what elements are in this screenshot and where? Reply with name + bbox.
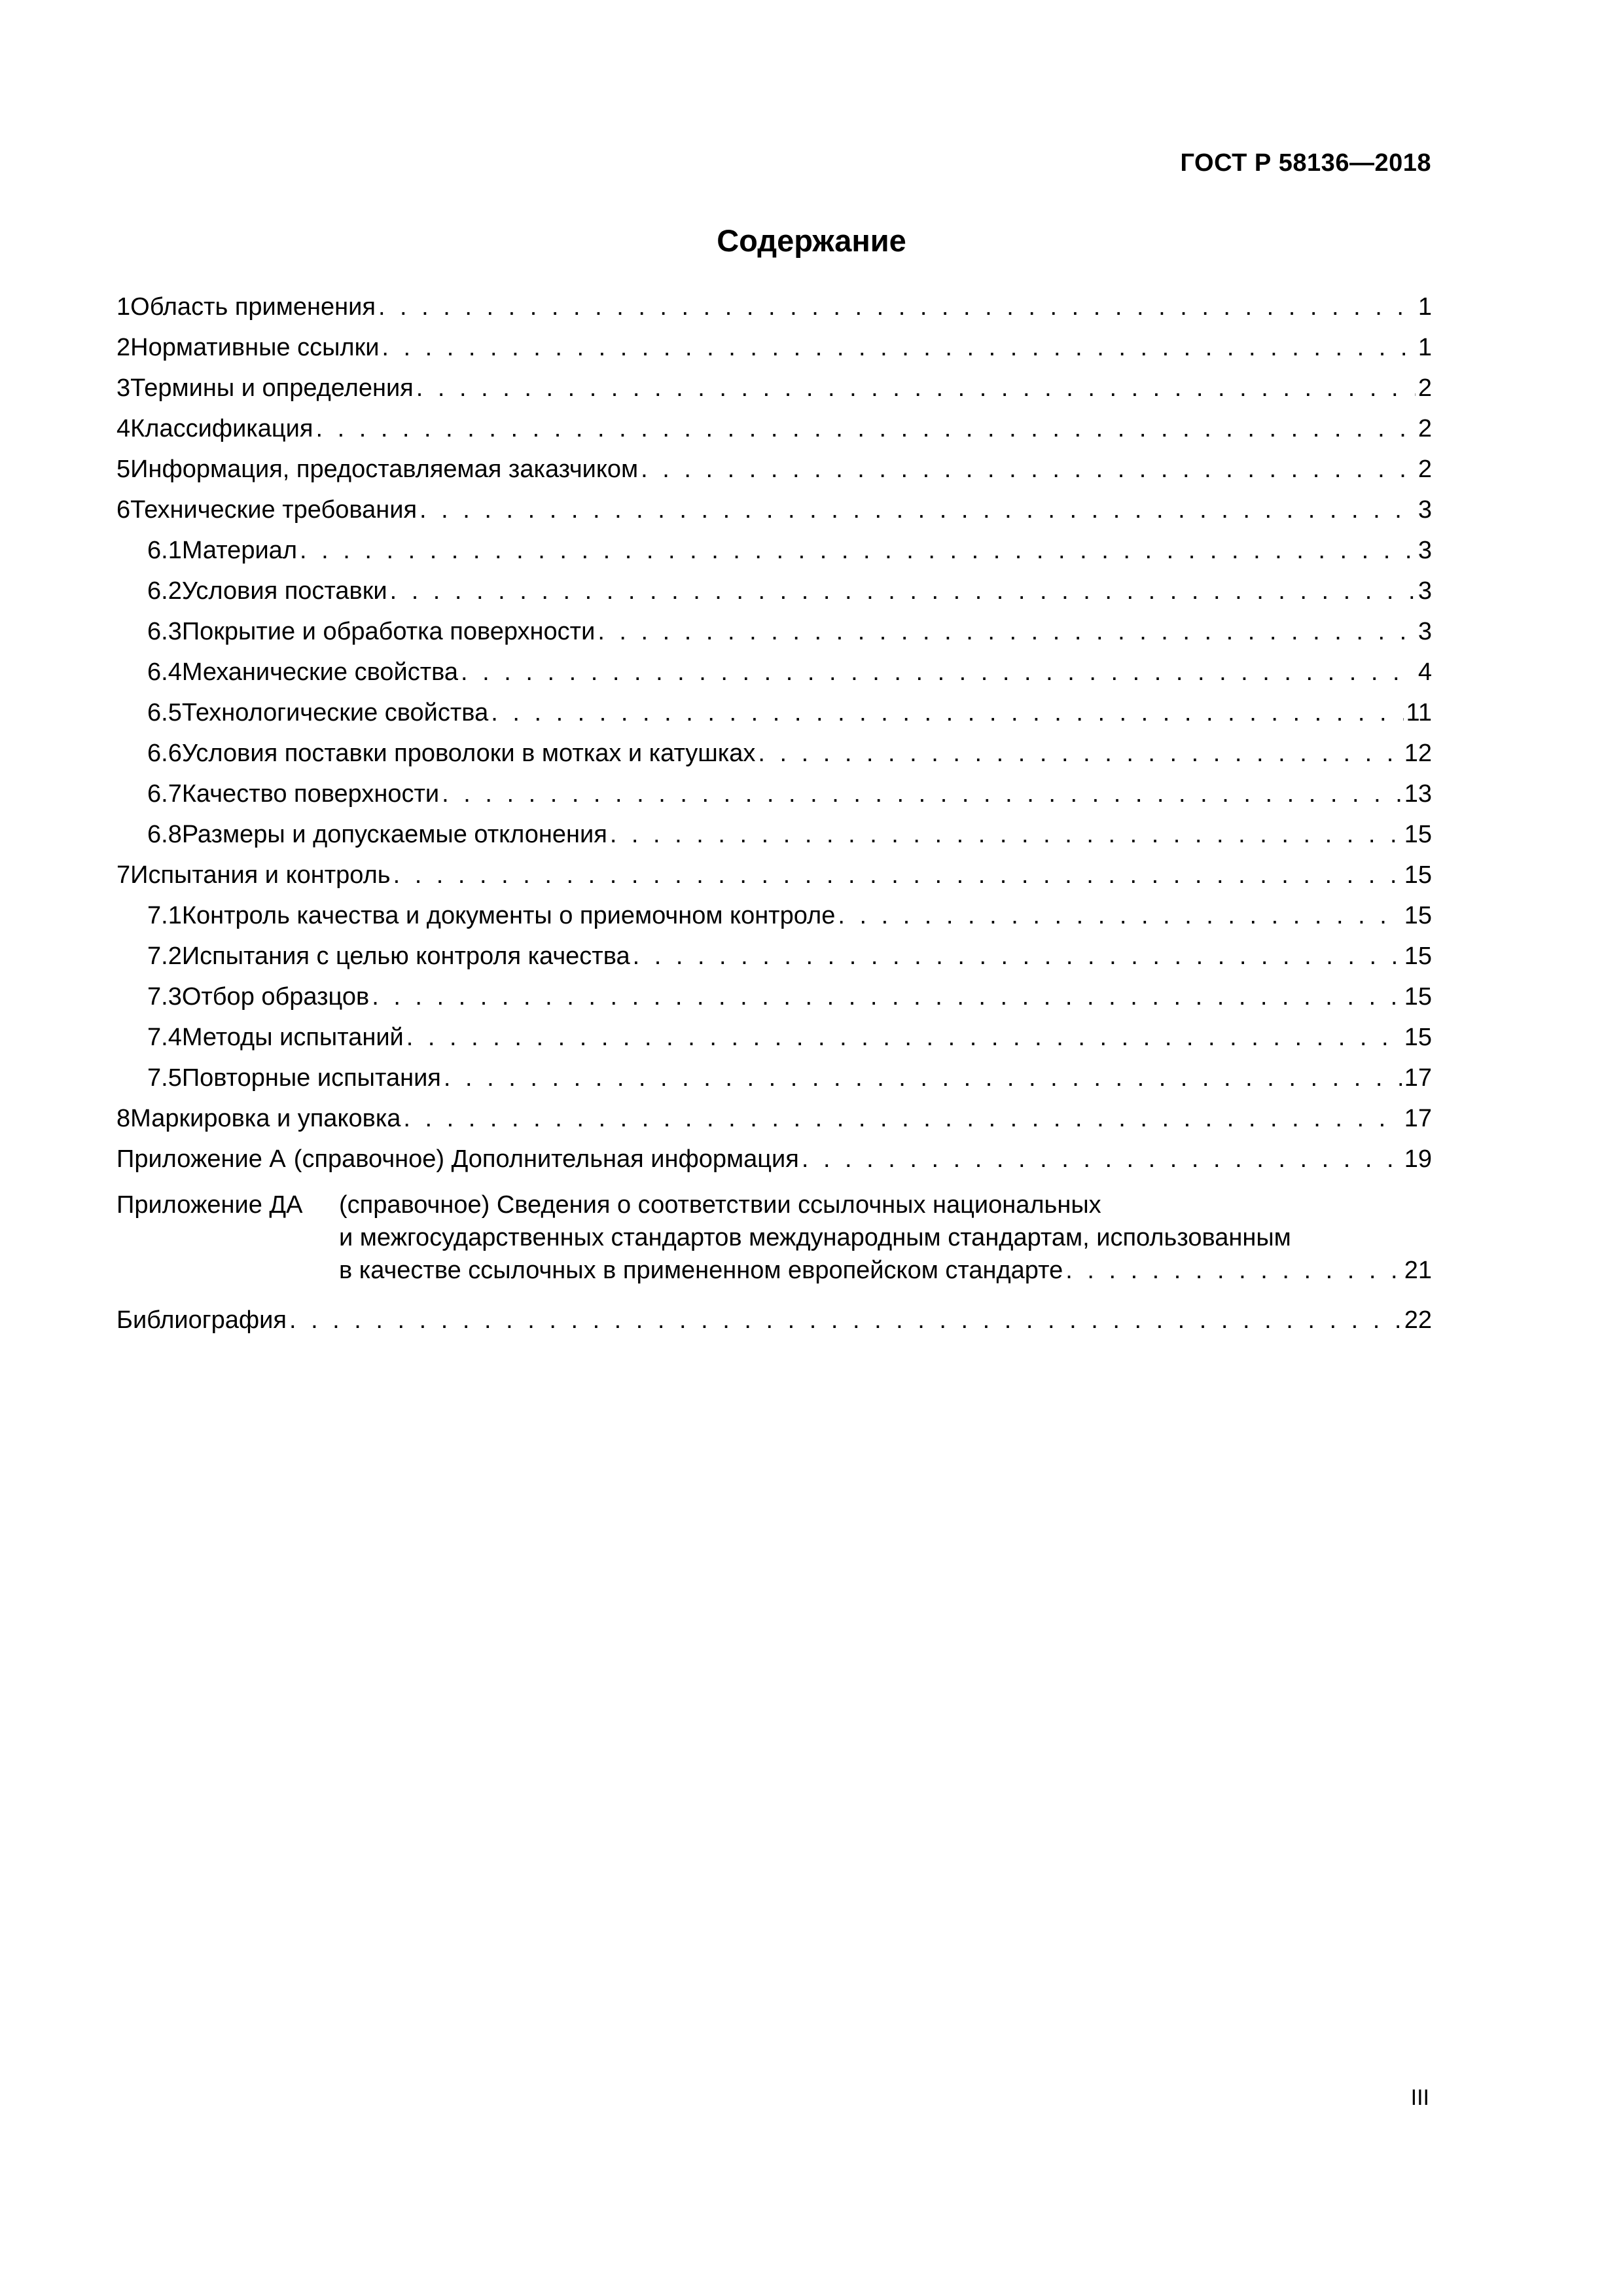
appendix-page: 21 [1404, 1257, 1432, 1284]
leader-dots [758, 740, 1401, 768]
toc-subitem[interactable] [116, 537, 1432, 577]
toc-title: Содержание [717, 223, 906, 258]
toc-item[interactable] [116, 374, 1432, 415]
toc-item-number: 4 [116, 415, 131, 442]
toc-item-number: 2 [116, 334, 131, 361]
leader-dots [393, 861, 1402, 889]
leader-dots [461, 658, 1416, 687]
toc-subitem[interactable] [116, 740, 1432, 780]
toc-item-page: 3 [1418, 496, 1432, 524]
toc-subitem[interactable] [116, 942, 1432, 983]
toc-item-number: 6.8 [147, 821, 182, 848]
toc-item-page: 12 [1404, 740, 1432, 767]
toc-item-title: Размеры и допускаемые отклонения [181, 821, 607, 848]
toc-item-number: 7.1 [147, 902, 182, 929]
toc-item-number: 7.3 [147, 983, 182, 1011]
leader-dots [406, 1024, 1402, 1052]
leader-dots [390, 577, 1416, 605]
appendix-label: Приложение А [116, 1145, 286, 1173]
toc-item-title: Нормативные ссылки [130, 334, 380, 361]
document-code: ГОСТ Р 58136—2018 [1180, 149, 1431, 177]
toc-item-number: 6 [116, 496, 131, 524]
toc-item-number: 5 [116, 456, 131, 483]
leader-dots [610, 821, 1402, 849]
toc-item-title: Контроль качества и документы о приемочном контроле [181, 902, 836, 929]
leader-dots [289, 1306, 1402, 1335]
toc-item[interactable] [116, 496, 1432, 537]
toc-item-title: Технические требования [130, 496, 418, 524]
toc-item-title: Повторные испытания [181, 1064, 441, 1092]
toc-item[interactable] [116, 456, 1432, 496]
leader-dots [633, 942, 1402, 971]
toc-item-number: 3 [116, 374, 131, 402]
bibliography-page: 22 [1404, 1306, 1432, 1334]
toc-item-page: 4 [1418, 658, 1432, 686]
toc-item-page: 15 [1404, 861, 1432, 889]
toc-item-page: 3 [1418, 577, 1432, 605]
leader-dots [378, 293, 1416, 321]
toc-subitem[interactable] [116, 658, 1432, 699]
table-of-contents [116, 293, 1432, 1347]
toc-subitem[interactable] [116, 821, 1432, 861]
toc-subitem[interactable] [116, 780, 1432, 821]
toc-item[interactable] [116, 1105, 1432, 1145]
toc-item-title: Методы испытаний [181, 1024, 404, 1051]
leader-dots [442, 780, 1402, 808]
toc-item-number: 6.5 [147, 699, 182, 726]
toc-item-page: 15 [1404, 1024, 1432, 1051]
leader-dots [1065, 1257, 1402, 1285]
toc-item-number: 6.2 [147, 577, 182, 605]
toc-subitem[interactable] [116, 1024, 1432, 1064]
leader-dots [315, 415, 1415, 443]
appendix-page: 19 [1404, 1145, 1432, 1173]
leader-dots [403, 1105, 1401, 1133]
appendix-title-line-3: в качестве ссылочных в примененном европейском стандарте [339, 1257, 1063, 1284]
toc-item-title: Область применения [130, 293, 376, 321]
toc-item-title: Технологические свойства [181, 699, 489, 726]
leader-dots [372, 983, 1402, 1011]
appendix-title-line-1: (справочное) Сведения о соответствии ссылочных национальных [339, 1191, 1101, 1219]
toc-item-title: Условия поставки проволоки в мотках и катушках [181, 740, 756, 767]
toc-item-number: 7.5 [147, 1064, 182, 1092]
page-number: III [1410, 2085, 1429, 2110]
toc-item-number: 6.3 [147, 618, 182, 645]
toc-subitem[interactable] [116, 577, 1432, 618]
toc-item-title: Качество поверхности [181, 780, 440, 808]
toc-item-title: Покрытие и обработка поверхности [181, 618, 596, 645]
toc-appendix-da[interactable] [116, 1186, 1432, 1304]
toc-item-number: 7 [116, 861, 131, 889]
toc-item-title: Материал [181, 537, 297, 564]
toc-item-title: Классификация [130, 415, 313, 442]
leader-dots [597, 618, 1416, 646]
leader-dots [382, 334, 1415, 362]
toc-item-page: 2 [1418, 415, 1432, 442]
toc-item-page: 2 [1418, 456, 1432, 483]
toc-item-page: 1 [1418, 334, 1432, 361]
toc-item-title: Условия поставки [181, 577, 387, 605]
toc-item[interactable] [116, 861, 1432, 902]
leader-dots [491, 699, 1403, 727]
leader-dots [416, 374, 1416, 403]
toc-item-page: 3 [1418, 537, 1432, 564]
toc-item-title: Информация, предоставляемая заказчиком [130, 456, 639, 483]
toc-item-title: Механические свойства [181, 658, 459, 686]
leader-dots [838, 902, 1401, 930]
toc-item[interactable] [116, 334, 1432, 374]
toc-subitem[interactable] [116, 699, 1432, 740]
leader-dots [641, 456, 1416, 484]
toc-item-page: 17 [1404, 1064, 1432, 1092]
toc-item-number: 7.4 [147, 1024, 182, 1051]
toc-item-title: Отбор образцов [181, 983, 370, 1011]
toc-item-page: 3 [1418, 618, 1432, 645]
toc-item-page: 15 [1404, 902, 1432, 929]
toc-item-page: 15 [1404, 942, 1432, 970]
toc-item-number: 6.6 [147, 740, 182, 767]
toc-item-number: 6.7 [147, 780, 182, 808]
toc-item-page: 11 [1406, 699, 1432, 726]
toc-item-number: 6.1 [147, 537, 182, 564]
toc-item-page: 17 [1404, 1105, 1432, 1132]
toc-item-title: Испытания с целью контроля качества [181, 942, 630, 970]
leader-dots [444, 1064, 1402, 1092]
leader-dots [419, 496, 1416, 524]
leader-dots [300, 537, 1416, 565]
toc-subitem[interactable] [116, 983, 1432, 1024]
toc-item-number: 7.2 [147, 942, 182, 970]
toc-bibliography[interactable] [116, 1306, 1432, 1347]
toc-item-number: 6.4 [147, 658, 182, 686]
toc-item-page: 2 [1418, 374, 1432, 402]
toc-item[interactable] [116, 415, 1432, 456]
toc-item-title: Маркировка и упаковка [130, 1105, 401, 1132]
toc-subitem[interactable] [116, 1064, 1432, 1105]
toc-subitem[interactable] [116, 902, 1432, 942]
toc-item-page: 15 [1404, 983, 1432, 1011]
appendix-title: (справочное) Дополнительная информация [293, 1145, 799, 1173]
toc-subitem[interactable] [116, 618, 1432, 658]
toc-item-title: Испытания и контроль [130, 861, 391, 889]
appendix-label: Приложение ДА [116, 1191, 303, 1219]
toc-item-number: 8 [116, 1105, 131, 1132]
bibliography-title: Библиография [116, 1306, 287, 1334]
toc-item-page: 13 [1404, 780, 1432, 808]
toc-appendix-a[interactable] [116, 1145, 1432, 1186]
leader-dots [802, 1145, 1402, 1174]
toc-item-page: 1 [1418, 293, 1432, 321]
appendix-title-line-2: и межгосударственных стандартов международным стандартам, использованным [339, 1224, 1291, 1251]
toc-item-number: 1 [116, 293, 131, 321]
toc-item-title: Термины и определения [130, 374, 414, 402]
toc-item[interactable] [116, 293, 1432, 334]
toc-item-page: 15 [1404, 821, 1432, 848]
